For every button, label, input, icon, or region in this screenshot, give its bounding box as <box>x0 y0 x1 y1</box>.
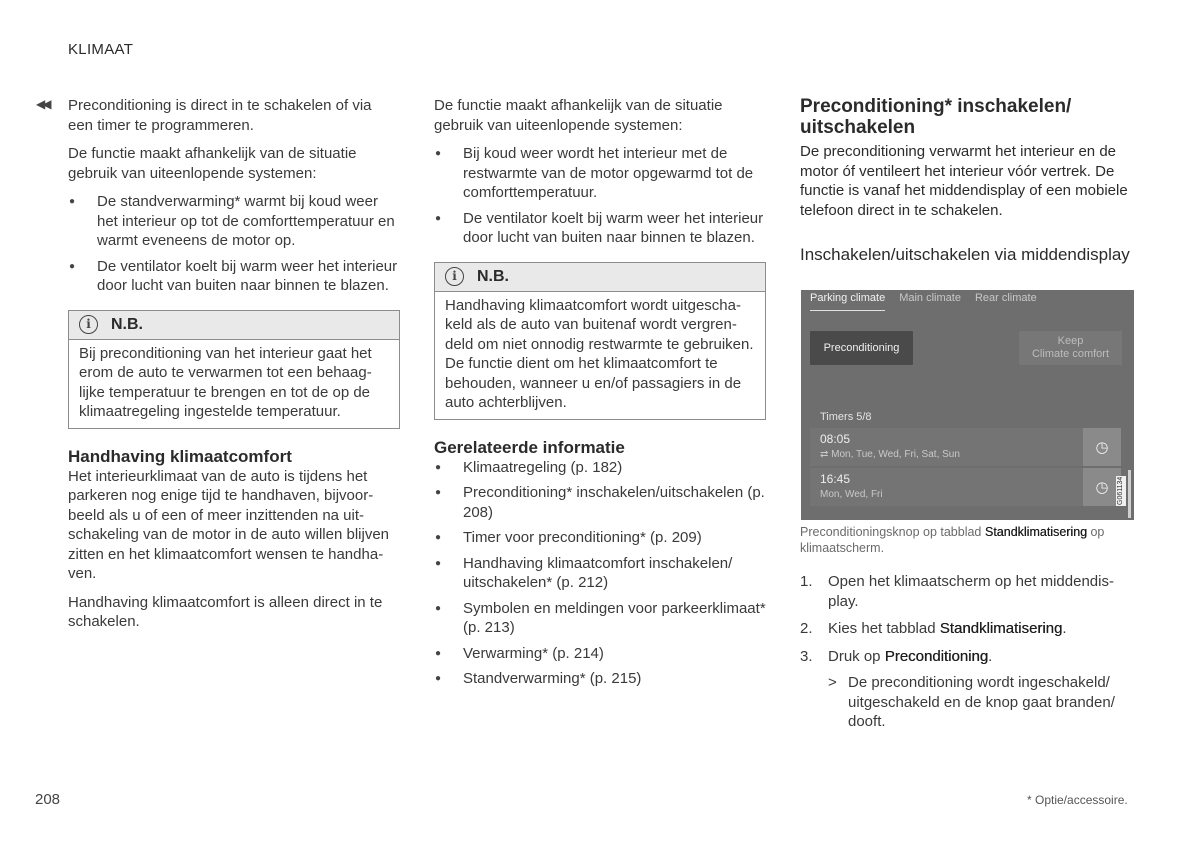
step-item <box>800 572 1134 611</box>
climate-tabs <box>810 292 1037 311</box>
timer-time: 08:05 <box>820 432 851 446</box>
timers-title: Timers 5/8 <box>820 411 872 423</box>
chapter-header: KLIMAAT <box>68 41 134 58</box>
timer-row[interactable] <box>810 468 1121 506</box>
step-item <box>800 647 1134 732</box>
list-item: ● Bij koud weer wordt het interieur met de restwarmte van de motor opgewarmd tot de comforttemperatuur. <box>434 144 766 203</box>
column-2 <box>434 96 766 698</box>
step-text: Druk op <box>828 647 885 665</box>
systems-list <box>434 144 766 248</box>
note-header <box>69 311 399 340</box>
timer-days: Mon, Wed, Fri <box>820 489 883 500</box>
caption-text-end: op klimaatscherm. <box>800 525 1105 555</box>
step-number: 2. <box>800 620 813 637</box>
caption-text: Preconditioningsknop op tabblad <box>800 525 985 539</box>
timer-clock-icon[interactable]: ◷ <box>1083 428 1121 466</box>
step-text: Open het klimaatscherm op het middendisplay. <box>828 573 1114 610</box>
note-text: Handhaving klimaatcomfort wordt uitgeschakeld als de auto van buitenaf wordt vergrendeld om niet onnodig restwarmte te gebruiken. De functie dient om het klimaatcomfort te behouden, wanneer u en/of passagiers in de auto achterblijven. <box>445 296 754 411</box>
caption-bold: Standklimatisering <box>984 525 1087 539</box>
note-header <box>435 263 765 292</box>
tab-rear-climate[interactable]: Rear climate <box>974 292 1037 304</box>
step-text-end: . <box>1062 620 1067 637</box>
tab-parking-climate[interactable]: Parking climate <box>810 292 885 311</box>
related-link[interactable]: ● Handhaving klimaatcomfort inschakelen/ uitschakelen* (p. 212) <box>434 554 766 593</box>
keep-climate-comfort-button[interactable] <box>1019 331 1122 365</box>
image-code: G061134 <box>1117 476 1124 506</box>
list-item: ● De standverwarming* warmt bij koud weer het interieur op tot de comforttemperatuur en warmt eveneens de motor op. <box>68 192 400 251</box>
step-item <box>800 619 1134 639</box>
subsection-title: Inschakelen/uitschakelen via middendisplay <box>800 245 1130 264</box>
note-box <box>68 310 400 429</box>
related-link[interactable]: ● Symbolen en meldingen voor parkeerklimaat* (p. 213) <box>434 599 766 638</box>
result-arrow-icon: > <box>828 674 837 691</box>
tab-main-climate[interactable]: Main climate <box>899 292 961 304</box>
step-number: 1. <box>800 573 813 590</box>
preconditioning-button[interactable]: Preconditioning <box>810 331 913 365</box>
steps-list <box>800 572 1134 732</box>
related-link[interactable]: ● Klimaatregeling (p. 182) <box>434 458 766 478</box>
continued-from-previous-icon: ◀◀ <box>36 97 49 111</box>
section-text: Het interieurklimaat van de auto is tijdens het parkeren nog enige tijd te handhaven, bijvoorbeeld als u of een of meer inzittenden na uitschakeling van de motor in de auto willen blijven zitten en het klimaatcomfort wensen te handhaven. <box>68 467 390 582</box>
info-icon: i <box>79 315 98 334</box>
list-item: ● De ventilator koelt bij warm weer het interieur door lucht van buiten naar binnen te blazen. <box>434 209 766 248</box>
note-box <box>434 262 766 420</box>
related-list <box>434 458 766 689</box>
systems-list <box>68 192 400 296</box>
column-1 <box>68 96 400 641</box>
list-item: ● De ventilator koelt bij warm weer het interieur door lucht van buiten naar binnen te blazen. <box>68 257 400 296</box>
timer-time: 16:45 <box>820 472 851 486</box>
related-link[interactable]: ● Preconditioning* inschakelen/uitschakelen (p. 208) <box>434 483 766 522</box>
step-text-end: . <box>988 647 993 665</box>
page-section-title: Preconditioning* inschakelen/ uitschakelen <box>800 96 1072 138</box>
scrollbar[interactable] <box>1128 470 1131 518</box>
footnote: * Optie/accessoire. <box>1027 793 1128 807</box>
info-icon: i <box>445 267 464 286</box>
step-number: 3. <box>800 647 813 665</box>
result-text: De preconditioning wordt ingeschakeld/ uitgeschakeld en de knop gaat branden/ dooft. <box>848 674 1115 730</box>
section-title: Handhaving klimaatcomfort <box>68 446 292 466</box>
step-ui-term: Standklimatisering <box>939 620 1063 637</box>
climate-screen-illustration <box>801 290 1134 520</box>
column-3-lower <box>800 524 1134 740</box>
related-link[interactable]: ● Verwarming* (p. 214) <box>434 644 766 664</box>
section-text-2: Handhaving klimaatcomfort is alleen direct in te schakelen. <box>68 593 383 630</box>
page-number: 208 <box>35 791 61 808</box>
image-caption <box>800 524 1134 556</box>
note-text: Bij preconditioning van het interieur gaat het erom de auto te verwarmen tot een behaaglijke temperatuur te brengen en tot de op de klimaatregeling ingestelde temperatuur. <box>79 344 372 420</box>
related-title: Gerelateerde informatie <box>434 437 625 457</box>
dependency-text: De functie maakt afhankelijk van de situatie gebruik van uiteenlopende systemen: <box>68 145 357 182</box>
step-ui-term: Preconditioning <box>884 647 989 665</box>
timer-row[interactable] <box>810 428 1121 466</box>
step-result <box>828 673 1134 732</box>
timer-days: ⇄ Mon, Tue, Wed, Fri, Sat, Sun <box>820 449 960 460</box>
intro-text: Preconditioning is direct in te schakelen of via een timer te programmeren. <box>68 97 372 134</box>
timer-clock-icon[interactable]: ◷ <box>1083 468 1121 506</box>
dependency-text: De functie maakt afhankelijk van de situatie gebruik van uiteenlopende systemen: <box>434 97 723 134</box>
note-title: N.B. <box>477 267 509 285</box>
note-title: N.B. <box>111 315 143 333</box>
related-link[interactable]: ● Timer voor preconditioning* (p. 209) <box>434 528 766 548</box>
keep-sublabel: Climate comfort <box>1031 348 1110 360</box>
column-3 <box>800 96 1134 265</box>
related-link[interactable]: ● Standverwarming* (p. 215) <box>434 669 766 689</box>
step-text: Kies het tabblad <box>828 620 940 637</box>
keep-label: Keep <box>1057 335 1084 347</box>
lead-text: De preconditioning verwarmt het interieur en de motor óf ventileert het interieur vóór vertrek. De functie is vanaf het middendisplay of een mobiele telefoon direct in te schakelen. <box>800 143 1128 219</box>
